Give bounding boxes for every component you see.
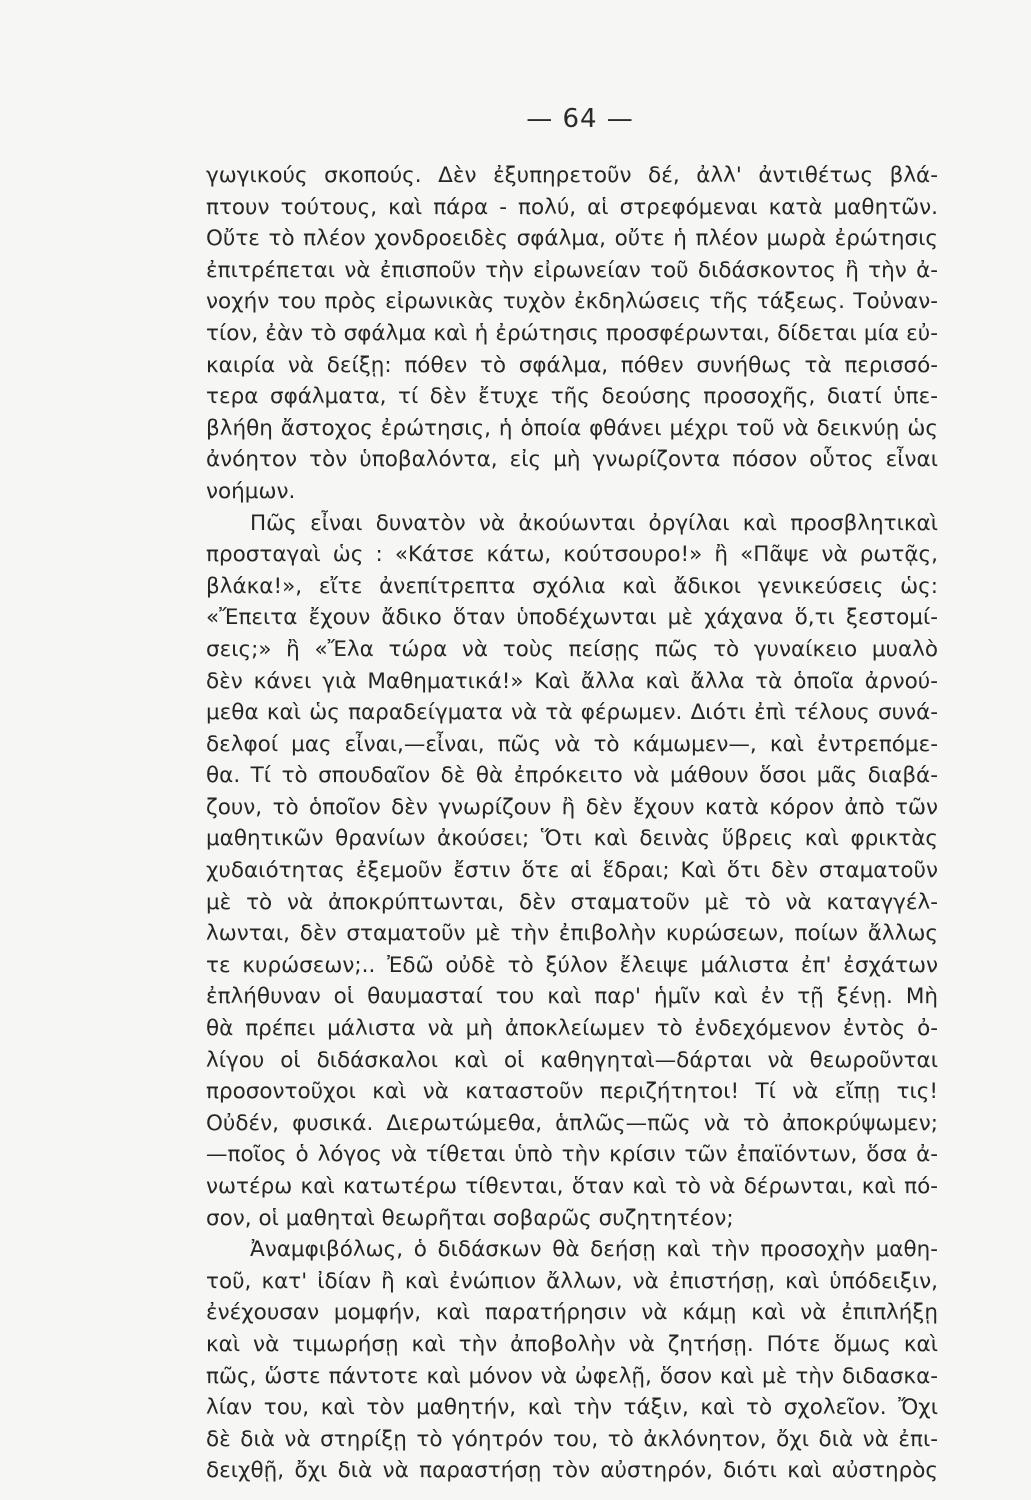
text-line: λίγου οἱ διδάσκαλοι καὶ οἱ καθηγηταὶ—δάρται νὰ θεωροῦνται: [206, 1047, 938, 1073]
text-line: γωγικούς σκοπούς. Δὲν ἐξυπηρετοῦν δέ, ἀλλ' ἀντιθέτως βλά-: [206, 163, 938, 188]
text-line: Πῶς εἶναι δυνατὸν νὰ ἀκούωνται ὀργίλαι καὶ προσβλητικαὶ: [250, 510, 938, 536]
text-line: νωτέρω καὶ κατωτέρω τίθενται, ὅταν καὶ τὸ νὰ δέρωνται, καὶ πό-: [206, 1174, 938, 1199]
text-line: βλήθη ἄστοχος ἐρώτησις, ἡ ὁποία φθάνει μέχρι τοῦ νὰ δεικνύῃ ὡς: [206, 415, 938, 441]
text-line: βλάκα!», εἴτε ἀνεπίτρεπτα σχόλια καὶ ἄδικοι γενικεύσεις ὡς:: [206, 573, 938, 599]
text-line: —ποῖος ὁ λόγος νὰ τίθεται ὑπὸ τὴν κρίσιν τῶν ἐπαϊόντων, ὅσα ἀ-: [206, 1142, 938, 1168]
text-line: ἐπιτρέπεται νὰ ἐπισποῦν τὴν εἰρωνείαν τοῦ διδάσκοντος ἢ τὴν ἀ-: [206, 257, 938, 283]
text-line: ἀνόητον τὸν ὑποβαλόντα, εἰς μὴ γνωρίζοντα πόσον οὗτος εἶναι: [206, 447, 938, 473]
text-line: τερα σφάλματα, τί δὲν ἔτυχε τῆς δεούσης προσοχῆς, διατί ὑπε-: [206, 384, 938, 410]
text-line: καιρία νὰ δείξῃ: πόθεν τὸ σφάλμα, πόθεν συνήθως τὰ περισσό-: [206, 352, 938, 378]
text-line: λίαν του, καὶ τὸν μαθητήν, καὶ τὴν τάξιν, καὶ τὸ σχολεῖον. Ὄχι: [206, 1395, 938, 1421]
text-line: «Ἔπειτα ἔχουν ἄδικο ὅταν ὑποδέχωνται μὲ χάχανα ὅ,τι ξεστομί-: [206, 605, 938, 631]
text-line: ἐνέχουσαν μομφήν, καὶ παρατήρησιν νὰ κάμῃ καὶ νὰ ἐπιπλήξῃ: [206, 1300, 938, 1326]
text-line: λωνται, δὲν σταματοῦν μὲ τὴν ἐπιβολὴν κυρώσεων, ποίων ἄλλως: [206, 921, 938, 947]
text-line: σον, οἱ μαθηταὶ θεωρῆται σοβαρῶς συζητητέον;: [206, 1205, 734, 1231]
text-line: δελφοί μας εἶναι,—εἶναι, πῶς νὰ τὸ κάμωμεν—, καὶ ἐντρεπόμε-: [206, 731, 938, 757]
text-line: σεις;» ἢ «Ἔλα τώρα νὰ τοὺς πείσῃς πῶς τὸ γυναίκειο μυαλὸ: [206, 636, 938, 662]
text-line: νοήμων.: [206, 478, 296, 504]
page-number: — 64 —: [526, 104, 634, 134]
text-line: προσταγαὶ ὡς : «Κάτσε κάτω, κούτσουρο!» ἢ «Πᾶψε νὰ ρωτᾷς,: [206, 542, 938, 568]
text-line: δειχθῇ, ὄχι διὰ νὰ παραστήσῃ τὸν αὐστηρόν, διότι καὶ αὐστηρὸς: [206, 1458, 938, 1484]
text-line: νοχήν του πρὸς εἰρωνικὰς τυχὸν ἐκδηλώσεις τῆς τάξεως. Τοὐναν-: [206, 289, 938, 315]
text-line: τίον, ἐὰν τὸ σφάλμα καὶ ἡ ἐρώτησις προσφέρωνται, δίδεται μία εὐ-: [206, 320, 938, 346]
text-line: θὰ πρέπει μάλιστα νὰ μὴ ἀποκλείωμεν τὸ ἐνδεχόμενον ἐντὸς ὀ-: [206, 1016, 938, 1042]
text-line: τε κυρώσεων;.. Ἐδῶ οὐδὲ τὸ ξύλον ἔλειψε μάλιστα ἐπ' ἐσχάτων: [206, 952, 938, 978]
text-line: δὲν κάνει γιὰ Μαθηματικά!» Καὶ ἄλλα καὶ ἄλλα τὰ ὁποῖα ἀρνού-: [206, 668, 938, 694]
text-line: Ἀναμφιβόλως, ὁ διδάσκων θὰ δεήσῃ καὶ τὴν προσοχὴν μαθη-: [250, 1237, 938, 1263]
text-line: μὲ τὸ νὰ ἀποκρύπτωνται, δὲν σταματοῦν μὲ τὸ νὰ καταγγέλ-: [206, 889, 938, 915]
text-line: καὶ νὰ τιμωρήσῃ καὶ τὴν ἀποβολὴν νὰ ζητήσῃ. Πότε ὅμως καὶ: [206, 1331, 938, 1357]
text-line: προσοντοῦχοι καὶ νὰ καταστοῦν περιζήτητοι! Τί νὰ εἴπῃ τις!: [206, 1079, 938, 1105]
text-line: μαθητικῶν θρανίων ἀκούσει; Ὅτι καὶ δεινὰς ὕβρεις καὶ φρικτὰς: [206, 826, 938, 852]
text-line: ζουν, τὸ ὁποῖον δὲν γνωρίζουν ἢ δὲν ἔχουν κατὰ κόρον ἀπὸ τῶν: [206, 794, 938, 820]
text-line: πτουν τούτους, καὶ πάρα - πολύ, αἱ στρεφόμεναι κατὰ μαθητῶν.: [206, 194, 938, 220]
text-line: Οὐδέν, φυσικά. Διερωτώμεθα, ἁπλῶς—πῶς νὰ τὸ ἀποκρύψωμεν;: [206, 1110, 938, 1136]
text-line: ἐπλήθυναν οἱ θαυμασταί του καὶ παρ' ἡμῖν καὶ ἐν τῇ ξένῃ. Μὴ: [206, 984, 938, 1010]
text-line: δὲ διὰ νὰ στηρίξῃ τὸ γόητρόν του, τὸ ἀκλόνητον, ὄχι διὰ νὰ ἐπι-: [206, 1426, 938, 1452]
text-line: τοῦ, κατ' ἰδίαν ἢ καὶ ἐνώπιον ἄλλων, νὰ ἐπιστήσῃ, καὶ ὑπόδειξιν,: [206, 1268, 938, 1294]
text-line: Οὔτε τὸ πλέον χονδροειδὲς σφάλμα, οὔτε ἡ πλέον μωρὰ ἐρώτησις: [206, 226, 938, 252]
text-line: μεθα καὶ ὡς παραδείγματα νὰ τὰ φέρωμεν. Διότι ἐπὶ τέλους συνά-: [206, 700, 938, 726]
text-line: θα. Τί τὸ σπουδαῖον δὲ θὰ ἐπρόκειτο νὰ μάθουν ὅσοι μᾶς διαβά-: [206, 763, 938, 789]
text-line: χυδαιότητας ἐξεμοῦν ἔστιν ὅτε αἱ ἕδραι; Καὶ ὅτι δὲν σταματοῦν: [206, 858, 938, 884]
text-line: πῶς, ὥστε πάντοτε καὶ μόνον νὰ ὠφελῇ, ὅσον καὶ μὲ τὴν διδασκα-: [206, 1363, 938, 1389]
body-text: [206, 160, 938, 1487]
